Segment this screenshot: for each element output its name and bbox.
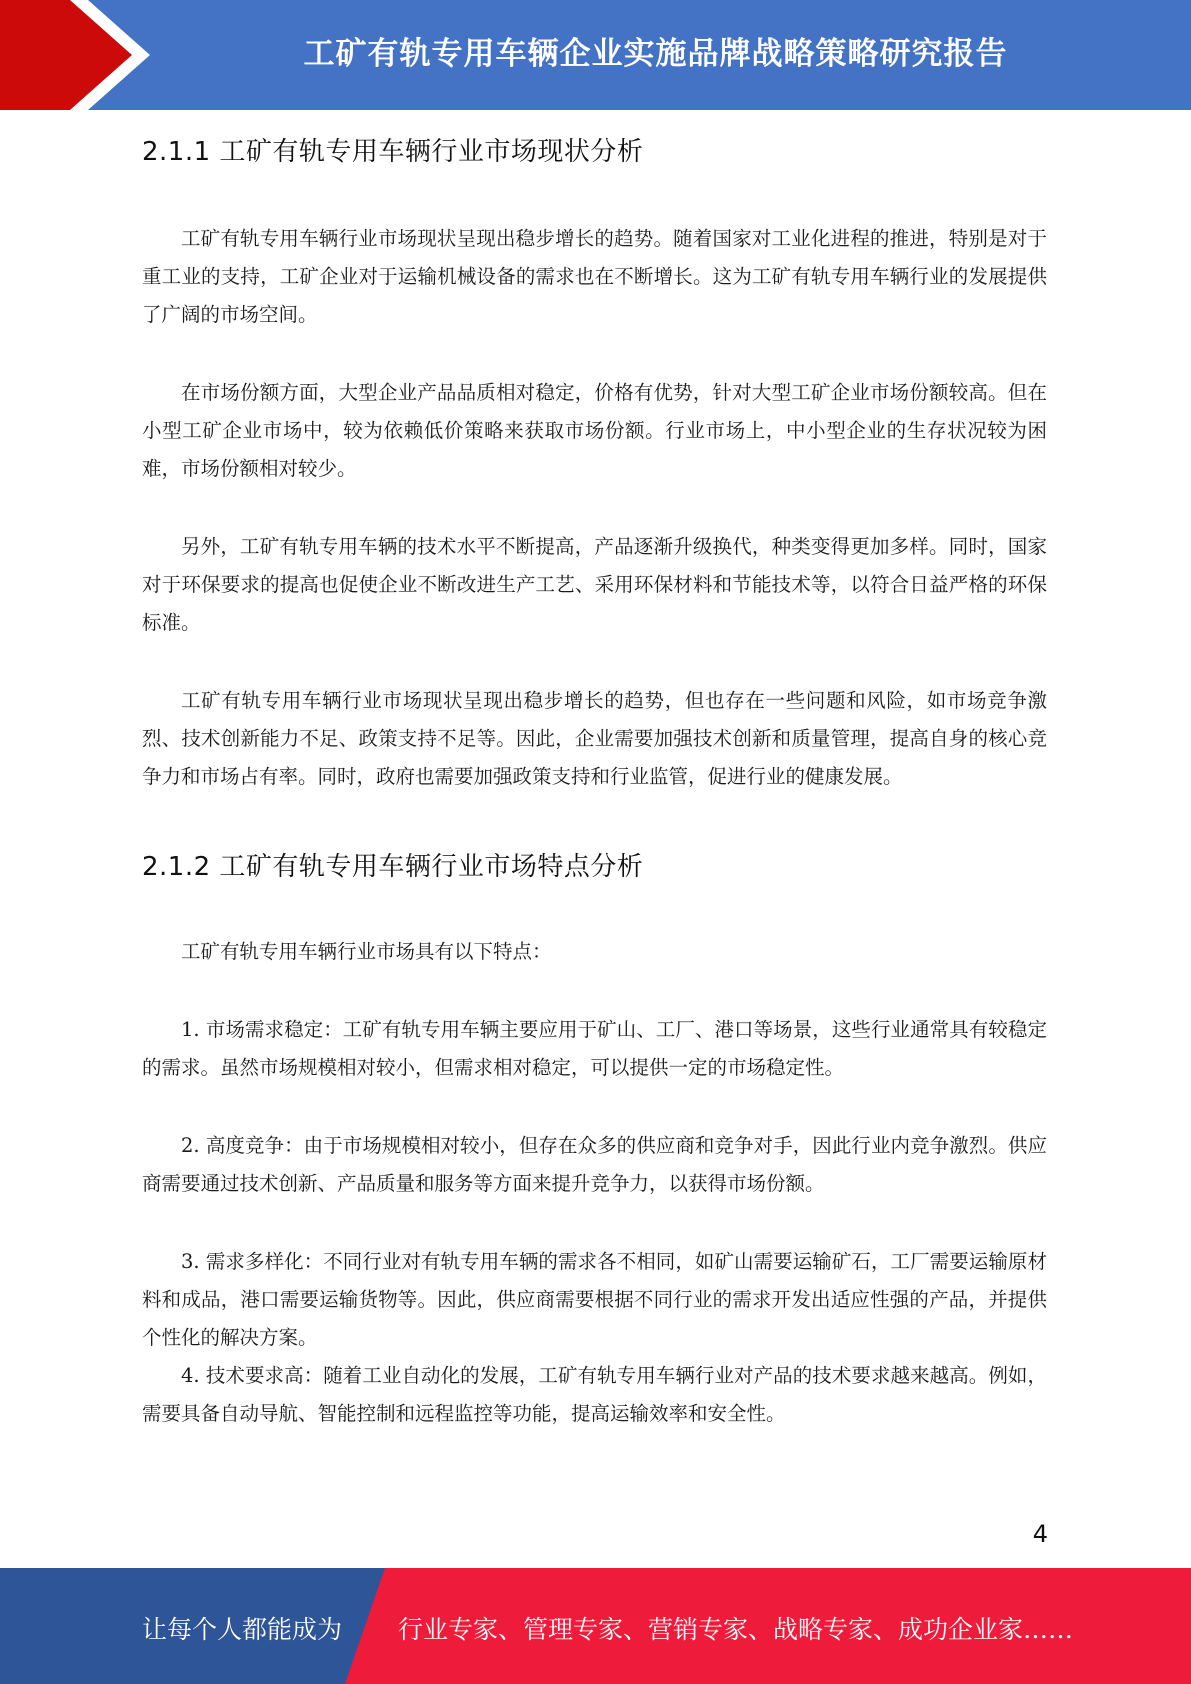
list-item: 4. 技术要求高：随着工业自动化的发展，工矿有轨专用车辆行业对产品的技术要求越来越高。例如，需要具备自动导航、智能控制和远程监控等功能，提高运输效率和安全性。 [142, 1364, 1047, 1425]
paragraph: 在市场份额方面，大型企业产品品质相对稳定，价格有优势，针对大型工矿企业市场份额较高。但在小型工矿企业市场中，较为依赖低价策略来获取市场份额。行业市场上，中小型企业的生存状况较为困难，市场份额相对较少。 [142, 381, 1047, 480]
header-red-arrow [0, 0, 145, 110]
footer-band [0, 1568, 1191, 1684]
paragraph: 工矿有轨专用车辆行业市场现状呈现出稳步增长的趋势。随着国家对工业化进程的推进，特别是对于重工业的支持，工矿企业对于运输机械设备的需求也在不断增长。这为工矿有轨专用车辆行业的发展提供了广阔的市场空间。 [142, 227, 1047, 326]
report-title: 工矿有轨专用车辆企业实施品牌战略策略研究报告 [303, 36, 1008, 72]
page-number: 4 [1032, 1520, 1048, 1548]
paragraph-intro: 工矿有轨专用车辆行业市场具有以下特点： [181, 940, 552, 963]
list-item: 3. 需求多样化：不同行业对有轨专用车辆的需求各不相同，如矿山需要运输矿石，工厂需要运输原材料和成品，港口需要运输货物等。因此，供应商需要根据不同行业的需求开发出适应性强的产品，并提供个性化的解决方案。 [142, 1250, 1047, 1349]
list-item: 2. 高度竞争：由于市场规模相对较小，但存在众多的供应商和竞争对手，因此行业内竞争激烈。供应商需要通过技术创新、产品质量和服务等方面来提升竞争力，以获得市场份额。 [142, 1134, 1047, 1195]
list-item: 1. 市场需求稳定：工矿有轨专用车辆主要应用于矿山、工厂、港口等场景，这些行业通常具有较稳定的需求。虽然市场规模相对较小，但需求相对稳定，可以提供一定的市场稳定性。 [142, 1018, 1047, 1079]
header-band [0, 0, 1191, 110]
section-heading-2-1-2: 2.1.2 工矿有轨专用车辆行业市场特点分析 [142, 852, 644, 882]
section-heading-2-1-1: 2.1.1 工矿有轨专用车辆行业市场现状分析 [142, 137, 644, 167]
page-content [142, 125, 1047, 1433]
footer-slogan-right: 行业专家、管理专家、营销专家、战略专家、成功企业家…… [398, 1615, 1074, 1644]
paragraph: 工矿有轨专用车辆行业市场现状呈现出稳步增长的趋势，但也存在一些问题和风险，如市场竞争激烈、技术创新能力不足、政策支持不足等。因此，企业需要加强技术创新和质量管理，提高自身的核心竞争力和市场占有率。同时，政府也需要加强政策支持和行业监管，促进行业的健康发展。 [142, 689, 1047, 788]
footer-slogan-left: 让每个人都能成为 [142, 1615, 343, 1644]
paragraph: 另外，工矿有轨专用车辆的技术水平不断提高，产品逐渐升级换代，种类变得更加多样。同时，国家对于环保要求的提高也促使企业不断改进生产工艺、采用环保材料和节能技术等，以符合日益严格的环保标准。 [142, 535, 1047, 634]
